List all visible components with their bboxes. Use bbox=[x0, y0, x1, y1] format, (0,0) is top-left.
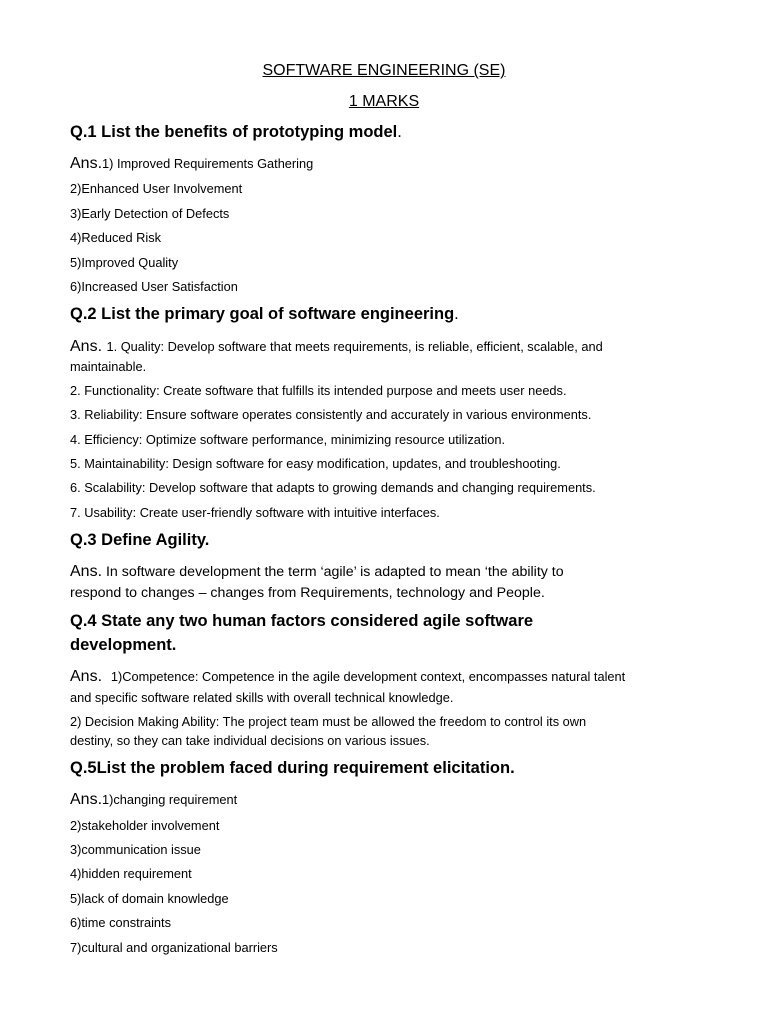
answer-1-item: 5)Improved Quality bbox=[70, 255, 179, 270]
answer-1-item: 1) Improved Requirements Gathering bbox=[102, 156, 314, 171]
answer-1-item: 4)Reduced Risk bbox=[70, 230, 162, 245]
answer-4-point-2: 2) Decision Making Ability: The project team must be allowed the freedom to control its own bbox=[70, 714, 587, 729]
answer-4-point-1-continued: and specific software related skills with overall technical knowledge. bbox=[70, 690, 454, 705]
answer-5-first-line bbox=[70, 791, 237, 809]
answer-1-label: Ans. bbox=[70, 155, 103, 172]
answer-2-item-continued: maintainable. bbox=[70, 359, 147, 374]
answer-2-item: 6. Scalability: Develop software that adapts to growing demands and changing requirements. bbox=[70, 480, 596, 495]
answer-5-item: 6)time constraints bbox=[70, 915, 171, 930]
answer-3-text-continued: respond to changes – changes from Requirements, technology and People. bbox=[70, 585, 545, 601]
answer-5-item: 1)changing requirement bbox=[102, 792, 238, 807]
document-title: SOFTWARE ENGINEERING (SE) bbox=[262, 62, 506, 79]
answer-2-item: 7. Usability: Create user-friendly software with intuitive interfaces. bbox=[70, 505, 440, 520]
answer-3-label: Ans. bbox=[70, 563, 103, 580]
answer-5-item: 4)hidden requirement bbox=[70, 866, 192, 881]
answer-2-item: 4. Efficiency: Optimize software performance, minimizing resource utilization. bbox=[70, 432, 506, 447]
answer-2-item: 5. Maintainability: Design software for easy modification, updates, and troubleshooting. bbox=[70, 456, 561, 471]
answer-4-point-1: 1)Competence: Competence in the agile development context, encompasses natural talent bbox=[110, 669, 626, 684]
question-1-text: Q.1 List the benefits of prototyping model bbox=[70, 123, 398, 141]
answer-3-text: In software development the term ‘agile’ is adapted to mean ‘the ability to bbox=[102, 564, 564, 580]
document-subtitle: 1 MARKS bbox=[348, 93, 420, 110]
answer-2-first-line bbox=[70, 338, 603, 356]
answer-5-item: 5)lack of domain knowledge bbox=[70, 891, 229, 906]
answer-5-label: Ans. bbox=[70, 791, 103, 808]
answer-5-item: 7)cultural and organizational barriers bbox=[70, 940, 278, 955]
question-1-dot: . bbox=[397, 123, 402, 141]
question-2-text: Q.2 List the primary goal of software engineering bbox=[70, 305, 455, 323]
answer-1-item: 6)Increased User Satisfaction bbox=[70, 279, 238, 294]
answer-4-first-line bbox=[70, 668, 625, 686]
question-1 bbox=[70, 123, 402, 142]
answer-4-label: Ans. bbox=[70, 668, 103, 685]
question-4: Q.4 State any two human factors considered agile software bbox=[70, 612, 534, 630]
question-5: Q.5List the problem faced during requirement elicitation. bbox=[70, 759, 515, 777]
question-4-continued: development. bbox=[70, 636, 177, 654]
question-3: Q.3 Define Agility. bbox=[70, 531, 210, 549]
answer-5-item: 3)communication issue bbox=[70, 842, 201, 857]
answer-4-point-2-continued: destiny, so they can take individual decisions on various issues. bbox=[70, 733, 430, 748]
answer-1-item: 2)Enhanced User Involvement bbox=[70, 181, 243, 196]
question-2 bbox=[70, 305, 459, 324]
answer-2-item: 3. Reliability: Ensure software operates consistently and accurately in various environments. bbox=[70, 407, 592, 422]
answer-2-label: Ans. bbox=[70, 338, 103, 355]
answer-1-item: 3)Early Detection of Defects bbox=[70, 206, 230, 221]
answer-2-item: 1. Quality: Develop software that meets requirements, is reliable, efficient, scalable, and bbox=[106, 339, 603, 354]
answer-2-item: 2. Functionality: Create software that fulfills its intended purpose and meets user needs. bbox=[70, 383, 567, 398]
answer-3-first-line bbox=[70, 563, 564, 581]
answer-5-item: 2)stakeholder involvement bbox=[70, 818, 220, 833]
answer-1-first-line bbox=[70, 155, 313, 173]
question-2-dot: . bbox=[454, 305, 459, 323]
